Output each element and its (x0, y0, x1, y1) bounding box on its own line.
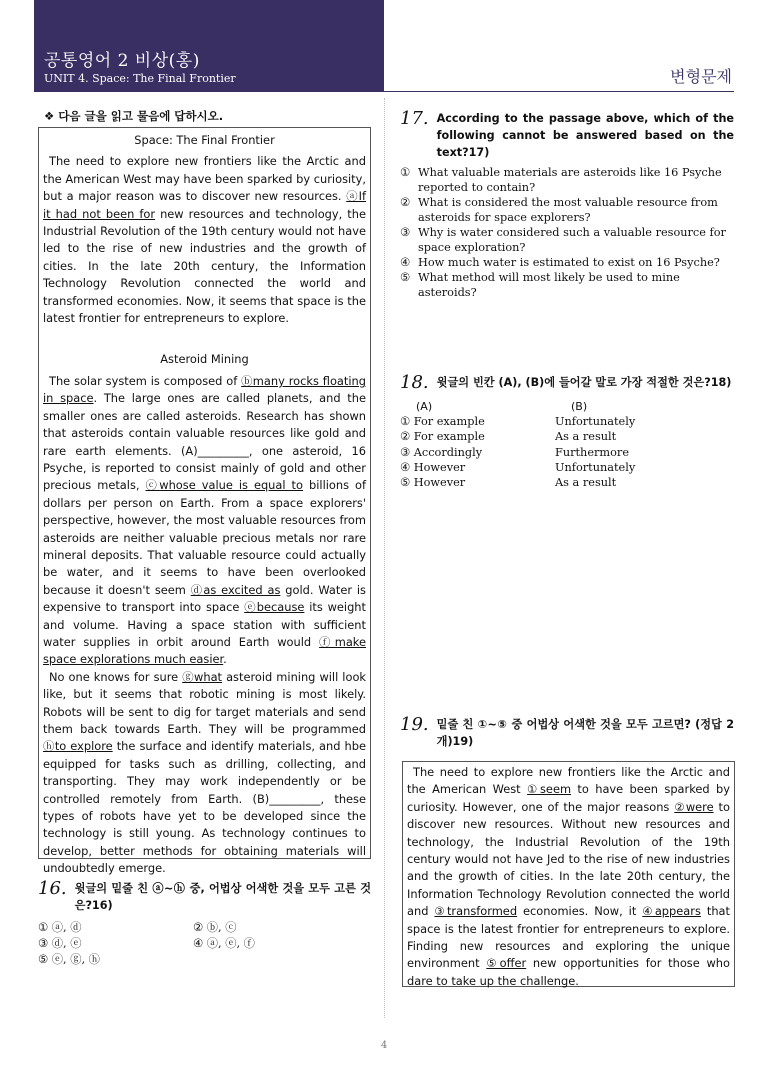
column-divider (384, 98, 385, 1018)
question-19-passage (402, 761, 735, 987)
unit-subtitle: UNIT 4. Space: The Final Frontier (44, 72, 236, 85)
question-text: According to the passage above, which of the following cannot be answered based on the text?17) (436, 112, 734, 159)
instruction: ❖ 다음 글을 읽고 물음에 답하시오. (44, 109, 224, 123)
column-b-header: (B) (571, 400, 588, 413)
page-number: 4 (380, 1040, 388, 1051)
underline-e: ⓔbecause (244, 600, 305, 615)
paragraph: The need to explore new frontiers like the Arctic and the American West ①seem to have been sparked by curiosity. However, one of the major reasons ②were to discover new resources. Without new resources and technology, the Industrial Revolution of the 19th century would not have Jed to the rise of new industries and the growth of cities. In the late 20th century, the Information Technology Revolution connected the world and ③transformed economies. Now, it ④appears that space is the latest frontier for entrepreneurs to explore. Finding new resources and exploring the unique environment ⑤offer new opportunities for those who dare to take up the challenge. (407, 765, 730, 988)
question-19 (400, 714, 734, 750)
section-label: 변형문제 (670, 67, 732, 86)
underline-4: ④appears (642, 904, 701, 919)
option-1[interactable]: ① ⓐ, ⓓ (38, 921, 82, 934)
answer-options (38, 920, 371, 968)
underline-d: ⓓas excited as (190, 582, 281, 597)
option-3[interactable]: ③ ⓓ, ⓔ (38, 937, 82, 950)
question-number: 16. (38, 878, 67, 899)
header-title: 공통영어 2 비상(홍) (44, 51, 200, 71)
question-16 (38, 878, 371, 968)
option-1[interactable]: ① For example Unfortunately (400, 415, 636, 429)
option-4[interactable]: ④ ⓐ, ⓔ, ⓕ (193, 937, 255, 950)
option-2[interactable]: ② For example As a result (400, 430, 617, 444)
question-number: 17. (400, 108, 429, 129)
question-text: 윗글의 빈칸 (A), (B)에 들어갈 말로 가장 적절한 것은?18) (436, 376, 732, 389)
question-text: 윗글의 밑줄 친 ⓐ~ⓗ 중, 어법상 어색한 것을 모두 고른 것은?16) (74, 882, 371, 912)
reading-passage (38, 127, 371, 876)
option-1[interactable]: ① What valuable materials are asteroids like 16 Psyche reported to contain? (400, 166, 722, 194)
underline-3: ③transformed (434, 904, 518, 919)
underline-b: ⓑmany rocks floating in space (43, 373, 366, 406)
option-2[interactable]: ② What is considered the most valuable resource from asteroids for space explorers? (400, 196, 718, 224)
option-2[interactable]: ② ⓑ, ⓒ (193, 921, 237, 934)
question-18 (400, 372, 734, 490)
option-4[interactable]: ④ How much water is estimated to exist on 16 Psyche? (400, 256, 720, 269)
option-3[interactable]: ③ Accordingly Furthermore (400, 445, 630, 459)
underline-a: ⓐIf it had not been for (43, 189, 366, 221)
question-number: 19. (400, 714, 429, 735)
passage-title: Space: The Final Frontier (134, 133, 275, 147)
answer-options (400, 165, 734, 300)
underline-h: ⓗto explore (43, 739, 113, 754)
paragraph-3: No one knows for sure ⓖwhat asteroid mining will look like, but it seems that robotic mining is most likely. Robots will be sent to dig for target materials and send them back towards Earth. They will be programmed ⓗto explore the surface and identify materials, and hbe equipped for tasks such as drilling, collecting, and transporting. They may work independently or be controlled remotely from Earth. (B)_________, these types of robots have yet to be developed since the technology is still young. As technology continues to develop, better methods for obtaining materials will undoubtedly emerge. (43, 669, 367, 876)
paragraph-2: The solar system is composed of ⓑmany rocks floating in space. The large ones are called planets, and the smaller ones are called asteroids. Research has shown that asteroids contain valuable resources like gold and rare earth elements. (A)_________, one asteroid, 16 Psyche, is reported to consist mainly of gold and other precious metals, ⓒwhose value is equal to billions of dollars per person on Earth. From a space explorers' perspective, however, the most valuable resources from asteroids are neither valuable precious metals nor rare mineral deposits. That valuable resource could actually be water, and it seems to have been overlooked because it doesn't seem ⓓas excited as gold. Water is expensive to transport into space ⓔbecause its weight and volume. Having a space station with sufficient water supplies in orbit around Earth would ⓕmake space explorations much easier. (43, 373, 366, 667)
option-5[interactable]: ⑤ What method will most likely be used to mine asteroids? (400, 271, 680, 299)
answer-table (400, 399, 734, 490)
underline-c: ⓒwhose value is equal to (145, 478, 303, 493)
column-a-header: (A) (416, 400, 433, 413)
paragraph-1: The need to explore new frontiers like the Arctic and the American West may have been sparked by curiosity, but a major reason was to discover new resources. ⓐIf it had not been for new resources and technology, the Industrial Revolution of the 19th century would not have led to the rise of new industries and the growth of cities. In the late 20th century, the Information Technology Revolution connected the world and transformed economies. Now, it seems that space is the latest frontier for entrepreneurs to explore. (43, 154, 366, 326)
underline-g: ⓖwhat (182, 669, 223, 684)
passage-subtitle: Asteroid Mining (160, 352, 249, 367)
underline-5: ⑤offer (486, 956, 527, 971)
underline-2: ②were (674, 799, 714, 814)
underline-1: ①seem (527, 782, 572, 797)
question-text: 밑줄 친 ①~⑤ 중 어법상 어색한 것을 모두 고르면? (정답 2개)19) (436, 718, 734, 748)
option-3[interactable]: ③ Why is water considered such a valuable resource for space exploration? (400, 226, 726, 254)
option-5[interactable]: ⑤ ⓔ, ⓖ, ⓗ (38, 953, 100, 966)
option-4[interactable]: ④ However Unfortunately (400, 460, 636, 474)
underline-f: ⓕmake space explorations much easier (43, 634, 366, 667)
header-rule (384, 91, 734, 92)
question-17 (400, 108, 734, 300)
question-number: 18. (400, 372, 429, 393)
option-5[interactable]: ⑤ However As a result (400, 476, 617, 490)
